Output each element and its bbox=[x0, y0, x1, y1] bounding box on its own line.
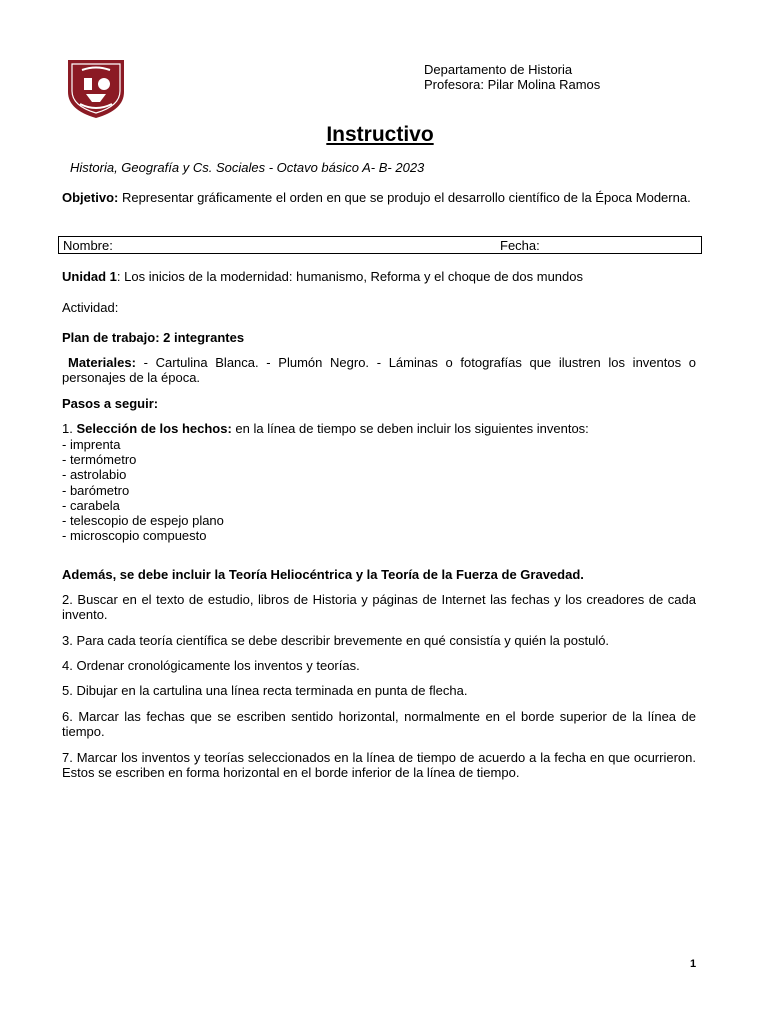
materials-label: Materiales: bbox=[68, 355, 136, 370]
list-item: - barómetro bbox=[62, 482, 130, 498]
additional-theories: Además, se debe incluir la Teoría Heliocéntrica y la Teoría de la Fuerza de Gravedad. bbox=[62, 567, 584, 582]
page-title: Instructivo bbox=[326, 123, 434, 146]
list-item: - termómetro bbox=[62, 452, 137, 468]
name-label: Nombre: bbox=[63, 238, 113, 253]
materials-paragraph bbox=[62, 355, 696, 385]
list-item: - telescopio de espejo plano bbox=[62, 512, 224, 528]
step-1-number: 1. bbox=[62, 421, 77, 436]
name-date-box bbox=[58, 236, 702, 254]
materials-text: - Cartulina Blanca. - Plumón Negro. - Láminas o fotografías que ilustren los inventos o personajes de la época. bbox=[62, 355, 696, 385]
list-item: - imprenta bbox=[62, 437, 121, 452]
page-number: 1 bbox=[690, 958, 697, 970]
department-header bbox=[424, 62, 600, 92]
step-4: 4. Ordenar cronológicamente los inventos y teorías. bbox=[62, 658, 360, 673]
activity-label: Actividad: bbox=[62, 300, 119, 315]
school-crest-logo bbox=[64, 56, 128, 120]
step-3: 3. Para cada teoría científica se debe describir brevemente en qué consistía y quién la postuló. bbox=[62, 633, 610, 648]
department-name: Departamento de Historia bbox=[424, 62, 573, 77]
unit-label: Unidad 1 bbox=[62, 269, 117, 284]
inventions-list bbox=[62, 437, 696, 543]
work-plan: Plan de trabajo: 2 integrantes bbox=[62, 330, 245, 345]
objective-label: Objetivo: bbox=[62, 190, 119, 205]
teacher-name: Profesora: Pilar Molina Ramos bbox=[424, 77, 601, 92]
step-1-text: en la línea de tiempo se deben incluir los siguientes inventos: bbox=[231, 421, 589, 436]
unit-paragraph bbox=[62, 269, 696, 284]
steps-heading: Pasos a seguir: bbox=[62, 396, 159, 411]
list-item: - carabela bbox=[62, 497, 120, 513]
step-7: 7. Marcar los inventos y teorías seleccionados en la línea de tiempo de acuerdo a la fecha en que ocurrieron. Estos se escriben en forma horizontal en el borde inferior de la línea de tiempo. bbox=[62, 750, 696, 780]
list-item: - microscopio compuesto bbox=[62, 528, 207, 544]
step-2: 2. Buscar en el texto de estudio, libros de Historia y páginas de Internet las fechas y los creadores de cada invento. bbox=[62, 592, 696, 622]
course-subtitle: Historia, Geografía y Cs. Sociales - Octavo básico A- B- 2023 bbox=[70, 160, 425, 175]
unit-text: : Los inicios de la modernidad: humanismo, Reforma y el choque de dos mundos bbox=[116, 269, 583, 284]
objective-text: Representar gráficamente el orden en que se produjo el desarrollo científico de la Época Moderna. bbox=[118, 190, 691, 205]
date-label: Fecha: bbox=[500, 238, 540, 253]
step-1-label: Selección de los hechos: bbox=[76, 421, 232, 436]
step-6: 6. Marcar las fechas que se escriben sentido horizontal, normalmente en el borde superior de la línea de tiempo. bbox=[62, 709, 696, 739]
objective-paragraph bbox=[62, 190, 696, 205]
step-1 bbox=[62, 421, 696, 436]
list-item: - astrolabio bbox=[62, 467, 127, 483]
step-5: 5. Dibujar en la cartulina una línea recta terminada en punta de flecha. bbox=[62, 683, 468, 698]
